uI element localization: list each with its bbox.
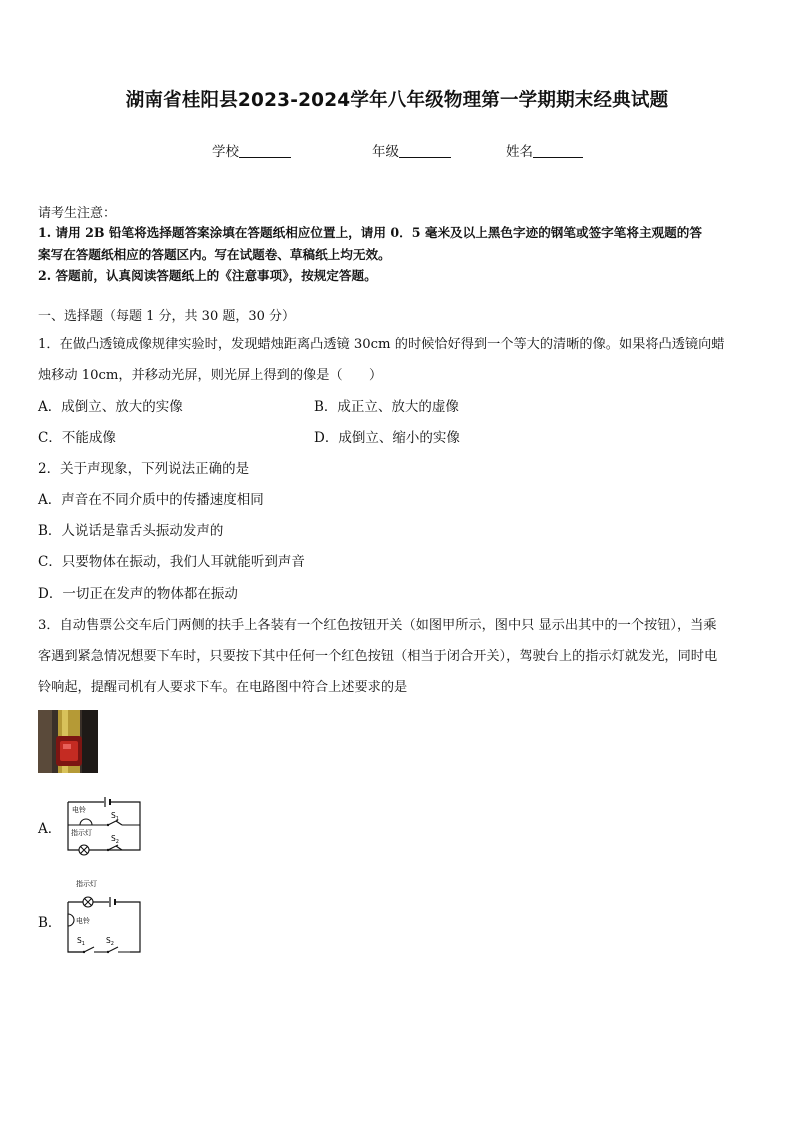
switch-s2-label <box>106 936 114 947</box>
notice-heading: 请考生注意： <box>38 206 117 221</box>
question-1-option-d: D．成倒立、缩小的实像 <box>314 430 460 446</box>
switch-s1-subscript: 1 <box>115 816 119 822</box>
bus-button-photo <box>38 710 98 773</box>
notice-item: 案写在答题纸相应的答题区内。写在试题卷、草稿纸上均无效。 <box>38 247 391 262</box>
question-1-stem: 1．在做凸透镜成像规律实验时，发现蜡烛距离凸透镜 30cm 的时候恰好得到一个等大的清晰的像。如果将凸透镜向蜡 <box>38 337 725 352</box>
question-1-option-a: A．成倒立、放大的实像 <box>38 399 183 415</box>
switch-s1-subscript: 1 <box>81 941 85 947</box>
switch-s1-letter: S <box>77 936 82 945</box>
question-1-stem: 烛移动 10cm，并移动光屏，则光屏上得到的像是（ ） <box>38 368 383 383</box>
switch-icon <box>108 845 118 850</box>
notice-item: 1. 请用 2B 铅笔将选择题答案涂填在答题纸相应位置上，请用 0．5 毫米及以上黑色字迹的钢笔或签字笔将主观题的答 <box>38 225 702 240</box>
school-label: 学校 <box>212 144 239 160</box>
question-3-option-b: B． <box>38 915 62 931</box>
question-2-option-d: D．一切正在发声的物体都在振动 <box>38 586 238 602</box>
section-heading: 一、选择题（每题 1 分，共 30 题，30 分） <box>38 309 296 324</box>
switch-s2-subscript: 2 <box>115 839 119 845</box>
switch-s2-label <box>111 834 119 845</box>
switch-s1-label <box>77 936 85 947</box>
question-3-stem: 客遇到紧急情况想要下车时，只要按下其中任何一个红色按钮（相当于闭合开关），驾驶台上的指示灯就发光，同时电 <box>38 649 718 664</box>
bell-icon <box>68 914 74 926</box>
wire <box>68 821 140 825</box>
question-2-option-b: B．人说话是靠舌头振动发声的 <box>38 523 224 539</box>
switch-s2-subscript: 2 <box>110 941 114 947</box>
switch-s1-label <box>111 811 119 822</box>
switch-s2-letter: S <box>111 834 116 843</box>
switch-s1-letter: S <box>111 811 116 820</box>
name-field <box>506 140 583 160</box>
name-label: 姓名 <box>506 144 533 160</box>
question-1-option-b: B．成正立、放大的虚像 <box>314 399 459 415</box>
question-3-stem: 3．自动售票公交车后门两侧的扶手上各装有一个红色按钮开关（如图甲所示，图中只 显示出其中的一个按钮），当乘 <box>38 618 717 633</box>
question-2-stem: 2．关于声现象，下列说法正确的是 <box>38 461 250 477</box>
bell-label: 电铃 <box>76 917 90 925</box>
switch-s2-letter: S <box>106 936 111 945</box>
grade-field <box>372 140 451 160</box>
page-title: 湖南省桂阳县2023-2024学年八年级物理第一学期期末经典试题 <box>125 90 669 111</box>
grade-blank <box>399 143 451 158</box>
lamp-label: 指示灯 <box>76 880 97 888</box>
lamp-label: 指示灯 <box>71 829 92 837</box>
circuit-diagram-a <box>60 790 150 860</box>
school-field <box>212 140 291 160</box>
bell-icon <box>80 819 92 825</box>
circuit-diagram-b <box>60 876 150 958</box>
grade-label: 年级 <box>372 144 399 160</box>
notice-item: 2. 答题前，认真阅读答题纸上的《注意事项》，按规定答题。 <box>38 268 377 283</box>
school-blank <box>239 143 291 158</box>
question-2-option-a: A．声音在不同介质中的传播速度相同 <box>38 492 264 508</box>
question-1-option-c: C．不能成像 <box>38 430 116 446</box>
name-blank <box>533 143 583 158</box>
question-2-option-c: C．只要物体在振动，我们人耳就能听到声音 <box>38 554 305 570</box>
question-3-stem: 铃响起，提醒司机有人要求下车。在电路图中符合上述要求的是 <box>38 680 408 695</box>
question-3-option-a: A． <box>38 821 62 837</box>
bell-label: 电铃 <box>72 806 86 814</box>
